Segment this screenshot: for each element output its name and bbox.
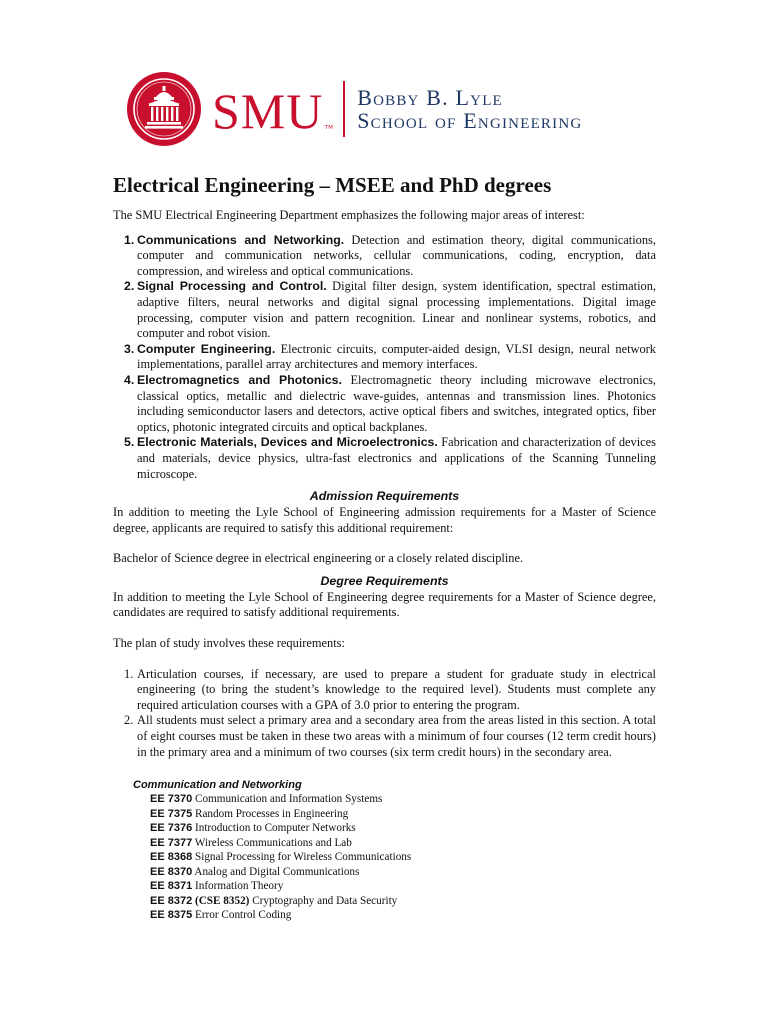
course-code: EE 7370 [150, 793, 193, 806]
plan-text: Articulation courses, if necessary, are used to prepare a student for graduate study in electrical engineering (to bring the student’s knowledge to the required level). Students must complete any required articulation courses with a GPA of 3.0 prior to entering the program. [137, 666, 656, 712]
admission-paragraph: In addition to meeting the Lyle School of Engineering admission requirements for a Master of Science degree, applicants are required to satisfy this additional requirement: [113, 505, 656, 535]
course-item [150, 792, 656, 807]
area-description: Electromagnetic theory including microwave electronics, classical optics, metallic and dielectric wave-guides, antennas and transmission lines. Photonics including semiconductor lasers and detectors, active optical fibers and switches, integrated optics, fiber optics, photonic integrated circuits and optical backplanes. [137, 372, 656, 434]
degree-paragraph: In addition to meeting the Lyle School of Engineering degree requirements for a Master of Science degree, candidates are required to satisfy additional requirements. [113, 589, 656, 620]
course-code: EE 8368 [150, 851, 193, 864]
plan-number: 2. [124, 713, 134, 728]
course-item [150, 908, 656, 923]
course-crosslist: (CSE 8352) [192, 894, 250, 907]
course-item [150, 879, 656, 894]
course-code: EE 7376 [150, 822, 193, 835]
plan-number: 1. [124, 666, 134, 681]
area-description: Digital filter design, system identification, spectral estimation, adaptive filters, neural networks and digital signal processing implementations. Digital image processing, computer vision and pattern recognition. Linear and nonlinear systems, robotics, and computer and robot vision. [137, 279, 656, 341]
course-code: EE 8372 [150, 894, 193, 907]
course-item [150, 836, 656, 851]
plan-text: All students must select a primary area and a secondary area from the areas listed in this section. A total of eight courses must be taken in these two areas with a minimum of four courses (12 term credit hours) in the primary area and a minimum of two courses (six term credit hours) in the secondary area. [137, 713, 656, 759]
area-title: Electronic Materials, Devices and Microelectronics. [137, 435, 438, 450]
course-name: Information Theory [192, 880, 284, 893]
course-list [113, 792, 656, 923]
logo-divider [343, 81, 345, 137]
plan-intro: The plan of study involves these requirements: [113, 636, 345, 651]
plan-list [113, 667, 656, 761]
plan-item [124, 666, 656, 714]
area-item [124, 279, 656, 341]
area-item [124, 341, 656, 373]
course-name: Introduction to Computer Networks [192, 822, 356, 835]
course-name: Communication and Information Systems [192, 793, 383, 806]
course-item [150, 821, 656, 836]
admission-heading: Admission Requirements [309, 489, 460, 504]
course-code: EE 7375 [150, 807, 193, 820]
admission-requirement: Bachelor of Science degree in electrical engineering or a closely related discipline. [113, 551, 524, 566]
course-code: EE 8370 [150, 865, 193, 878]
document-body [113, 172, 656, 923]
course-item [150, 865, 656, 880]
plan-item [124, 713, 656, 760]
area-item [124, 232, 656, 280]
area-description: Detection and estimation theory, digital communications, computer and communication networks, cellular communications, coding, encryption, data compression, and wireless and optical communications. [137, 232, 656, 278]
area-item [124, 435, 656, 482]
smu-lyle-logo [126, 71, 582, 147]
school-name-line1: Bobby B. Lyle [357, 84, 503, 110]
smu-wordmark: SMU [212, 83, 324, 139]
school-name-line2: School of Engineering [357, 108, 583, 133]
course-name: Cryptography and Data Security [249, 894, 398, 907]
page-title: Electrical Engineering – MSEE and PhD degrees [113, 173, 552, 197]
area-number: 2. [124, 279, 135, 294]
areas-list [113, 233, 656, 483]
trademark-mark: ™ [324, 123, 334, 133]
course-name: Error Control Coding [192, 909, 292, 922]
area-number: 1. [124, 232, 135, 247]
course-item [150, 807, 656, 822]
area-description: Electronic circuits, computer-aided design, VLSI design, neural network implementations, parallel array architectures and memory interfaces. [137, 341, 656, 372]
area-number: 4. [124, 372, 135, 387]
area-title: Computer Engineering. [137, 341, 276, 356]
degree-heading: Degree Requirements [320, 573, 449, 588]
course-name: Signal Processing for Wireless Communications [192, 851, 412, 864]
course-item [150, 850, 656, 865]
area-title: Signal Processing and Control. [137, 279, 327, 294]
course-name: Analog and Digital Communications [192, 865, 360, 878]
courses-heading: Communication and Networking [133, 779, 302, 792]
area-description: Fabrication and characterization of devices and materials, device physics, ultra-fast electronics and applications of the Scanning Tunneling microscope. [137, 435, 656, 481]
area-number: 3. [124, 341, 135, 356]
area-title: Electromagnetics and Photonics. [137, 372, 342, 387]
smu-seal-icon [126, 71, 202, 147]
course-code: EE 8371 [150, 880, 193, 893]
area-item [124, 372, 656, 435]
area-title: Communications and Networking. [137, 232, 345, 247]
course-code: EE 8375 [150, 909, 193, 922]
course-name: Random Processes in Engineering [192, 807, 349, 820]
area-number: 5. [124, 435, 135, 450]
course-item [150, 894, 656, 909]
intro-paragraph: The SMU Electrical Engineering Department emphasizes the following major areas of interest: [113, 208, 585, 222]
course-name: Wireless Communications and Lab [192, 836, 352, 849]
course-code: EE 7377 [150, 836, 193, 849]
school-name [357, 86, 582, 132]
